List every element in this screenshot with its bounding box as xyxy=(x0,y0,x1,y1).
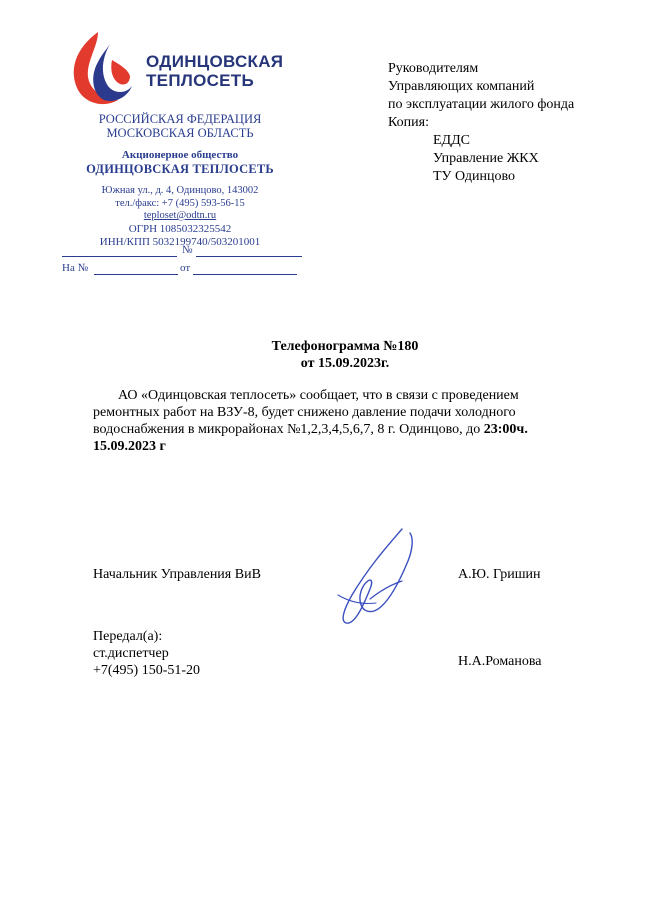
letterhead xyxy=(50,112,310,249)
handwritten-signature xyxy=(330,525,420,630)
document-title xyxy=(0,338,650,372)
org-inn: ИНН/КПП 5032199740/503201001 xyxy=(99,235,261,248)
outgoing-number-line xyxy=(196,244,302,257)
signatory-name: А.Ю. Гришин xyxy=(458,567,541,582)
copy-label: Копия: xyxy=(388,115,429,130)
addressee-line: Управляющих компаний xyxy=(388,79,535,94)
org-ogrn: ОГРН 1085032325542 xyxy=(128,222,232,235)
logo-line-2: ТЕПЛОСЕТЬ xyxy=(146,71,255,90)
ref-date-line xyxy=(193,262,297,275)
company-logo xyxy=(68,30,308,106)
sender-role: ст.диспетчер xyxy=(93,646,169,661)
copy-recipient: ЕДДС xyxy=(433,133,470,148)
message-body xyxy=(93,387,583,455)
signatory-position: Начальник Управления ВиВ xyxy=(93,567,261,582)
sender-label: Передал(а): xyxy=(93,629,163,644)
copy-recipient: Управление ЖКХ xyxy=(433,151,539,166)
region: МОСКОВСКАЯ ОБЛАСТЬ xyxy=(106,126,254,140)
title-line-2: от 15.09.2023г. xyxy=(300,356,390,371)
org-phone: тел./факс: +7 (495) 593-56-15 xyxy=(115,197,245,209)
logo-wordmark xyxy=(146,52,283,90)
outgoing-date-line xyxy=(62,244,177,257)
reference-lines xyxy=(62,244,312,280)
flame-logo-icon xyxy=(68,30,138,108)
title-line-1: Телефонограмма №180 xyxy=(271,339,419,354)
number-sign: № xyxy=(182,244,193,256)
addressee-line: Руководителям xyxy=(388,61,479,76)
sender-block xyxy=(93,628,200,679)
org-name: ОДИНЦОВСКАЯ ТЕПЛОСЕТЬ xyxy=(86,162,274,176)
message-paragraph xyxy=(93,387,583,455)
message-text: АО «Одинцовская теплосеть» сообщает, что в связи с проведением ремонтных работ на ВЗУ-8, будет снижено давление подачи холодного водоснабжения в микрорайонах №1,2,3,4,5,6,7, 8 г. Одинцово, до xyxy=(93,388,519,437)
outgoing-number-row xyxy=(62,244,312,262)
sender-phone: +7(495) 150-51-20 xyxy=(93,663,201,678)
deadline: 23:00ч. 15.09.2023 г xyxy=(93,422,528,454)
ref-number-line xyxy=(94,262,178,275)
org-email-link[interactable]: teploset@odtn.ru xyxy=(143,210,217,221)
copy-recipient: ТУ Одинцово xyxy=(433,169,516,184)
org-type: Акционерное общество xyxy=(121,149,239,161)
sender-name: Н.А.Романова xyxy=(458,654,542,669)
logo-line-1: ОДИНЦОВСКАЯ xyxy=(146,52,284,71)
country: РОССИЙСКАЯ ФЕДЕРАЦИЯ xyxy=(98,112,262,126)
addressee-line: по эксплуатации жилого фонда xyxy=(388,97,575,112)
ref-from: от xyxy=(180,262,191,274)
addressee-block xyxy=(388,60,574,186)
ref-prefix: На № xyxy=(62,262,89,274)
incoming-reference-row xyxy=(62,262,312,280)
org-address: Южная ул., д. 4, Одинцово, 143002 xyxy=(101,185,259,196)
